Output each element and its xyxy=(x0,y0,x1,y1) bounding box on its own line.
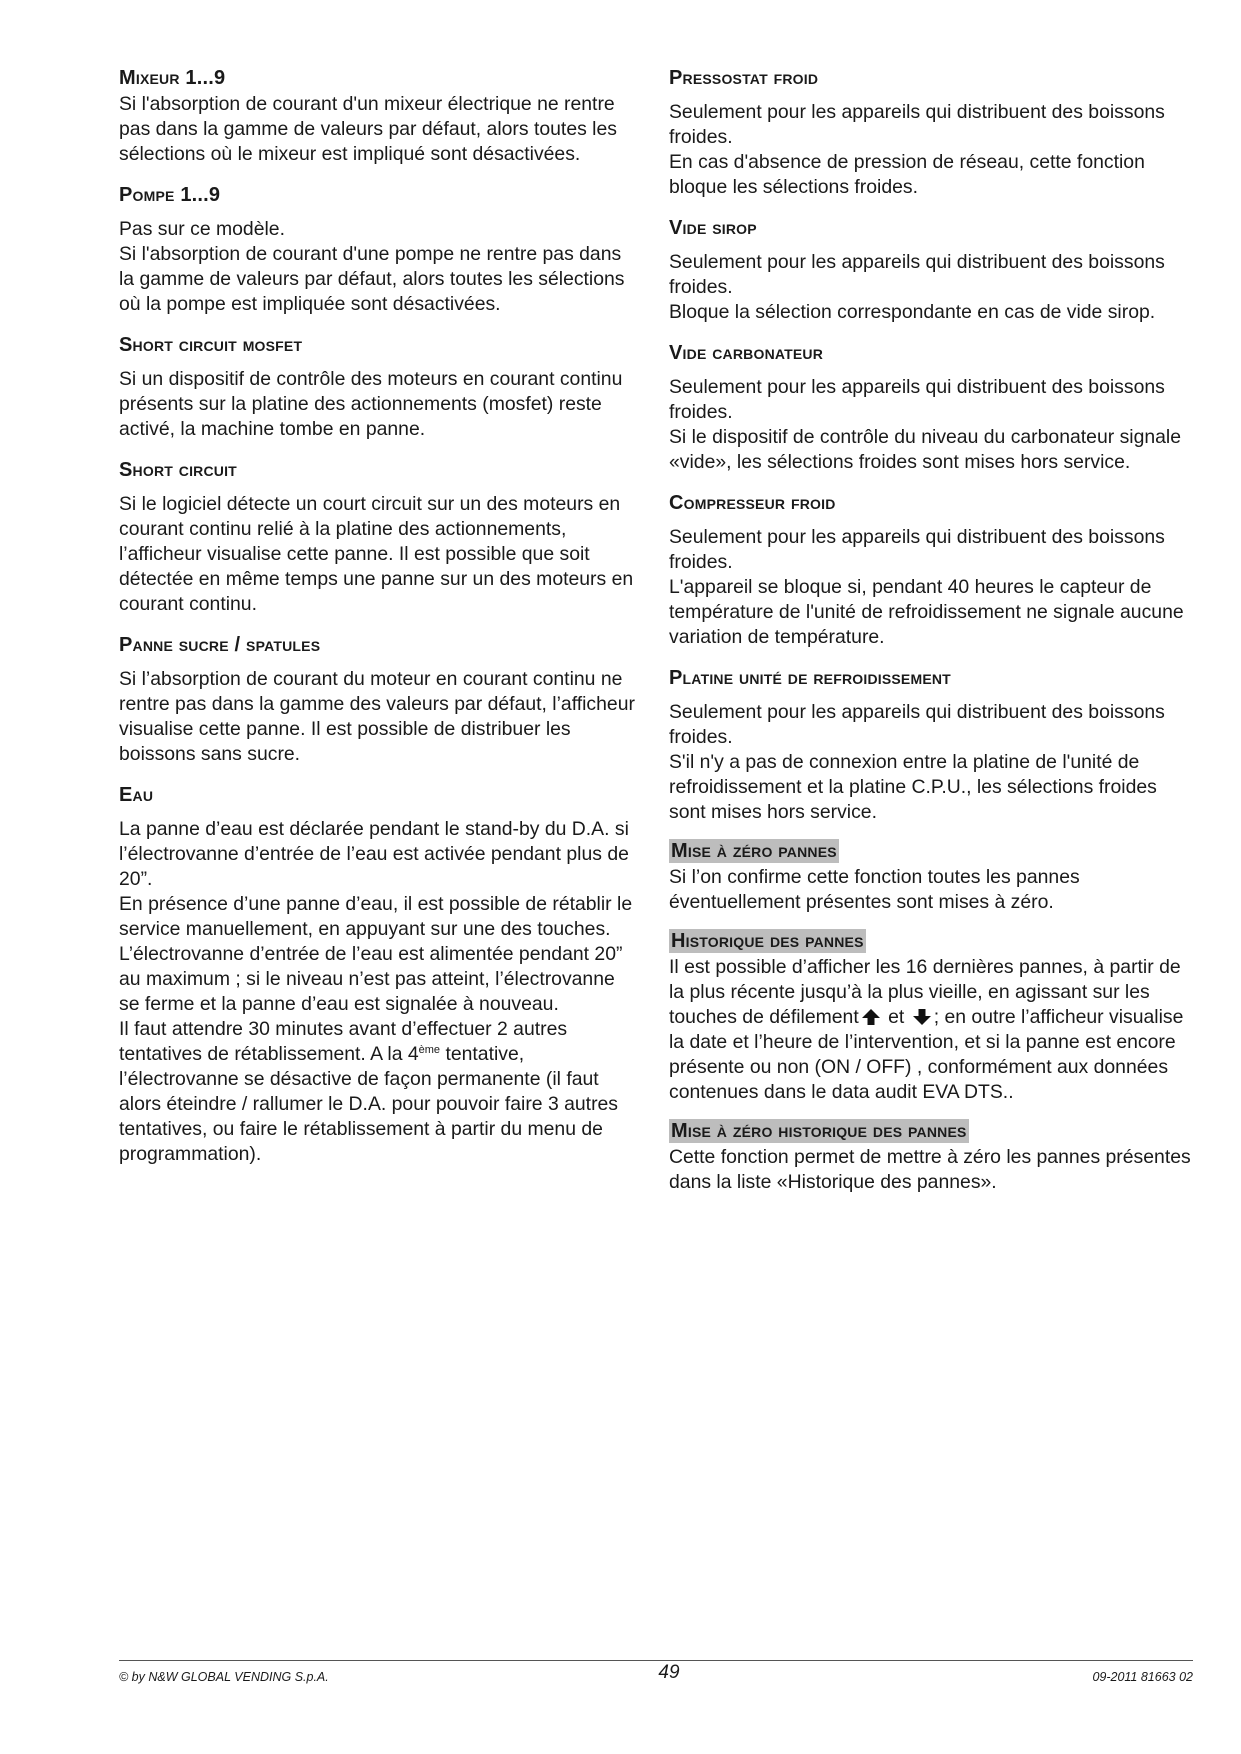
paragraph: Si l’on confirme cette fonction toutes les pannes éventuellement présentes sont mises à zéro. xyxy=(669,866,1080,913)
text-run: ; en outre l’afficheur visualise la date et l’heure de l’intervention, et si la panne est encore présente ou non (ON / OFF) , conformément aux données contenues dans le data audit EVA DTS.. xyxy=(669,1006,1184,1103)
paragraph: En cas d'absence de pression de réseau, cette fonction bloque les sélections froides. xyxy=(669,151,1145,198)
section-title: Platine unité de refroidissement xyxy=(669,667,951,689)
section-body xyxy=(669,375,1194,475)
section-body xyxy=(669,865,1194,915)
section-pressostat-froid xyxy=(669,64,1194,200)
page-number: 49 xyxy=(658,1662,680,1683)
section-body xyxy=(669,1145,1194,1195)
section-title: Mise à zéro historique des pannes xyxy=(671,1120,967,1142)
paragraph: Seulement pour les appareils qui distribuent des boissons froides. xyxy=(669,526,1165,573)
paragraph: Pas sur ce modèle. xyxy=(119,218,285,240)
section-pompe xyxy=(119,181,639,317)
paragraph: Cette fonction permet de mettre à zéro les pannes présentes dans la liste «Historique des pannes». xyxy=(669,1146,1191,1193)
section-title: Vide sirop xyxy=(669,217,757,239)
section-body xyxy=(669,100,1194,200)
paragraph: Seulement pour les appareils qui distribuent des boissons froides. xyxy=(669,251,1165,298)
section-vide-carbonateur xyxy=(669,339,1194,475)
text-run: et xyxy=(882,1006,910,1028)
section-body xyxy=(669,250,1194,325)
section-vide-sirop xyxy=(669,214,1194,325)
paragraph: Seulement pour les appareils qui distribuent des boissons froides. xyxy=(669,701,1165,748)
section-title: Historique des pannes xyxy=(671,930,864,952)
paragraph: Si l'absorption de courant d'un mixeur électrique ne rentre pas dans la gamme de valeurs par défaut, alors toutes les sélections où le mixeur est impliqué sont désactivées. xyxy=(119,93,617,165)
section-body xyxy=(119,667,639,767)
section-eau xyxy=(119,781,639,1167)
footer-copyright: © by N&W GLOBAL VENDING S.p.A. xyxy=(119,1670,329,1684)
section-title: Compresseur froid xyxy=(669,492,836,514)
section-body xyxy=(669,525,1194,650)
paragraph: Si le dispositif de contrôle du niveau du carbonateur signale «vide», les sélections froides sont mises hors service. xyxy=(669,426,1182,473)
section-mise-a-zero-pannes xyxy=(669,839,1194,915)
section-body xyxy=(119,217,639,317)
text-run: Il est possible d’afficher les 16 dernières pannes, à partir de la plus récente jusqu’à la plus vieille, en agissant sur les touches de défilement xyxy=(669,956,1181,1028)
text-run: Il faut attendre 30 minutes avant d’effectuer 2 autres tentatives de rétablissement. A la 4 xyxy=(119,1018,568,1065)
section-title: Short circuit mosfet xyxy=(119,334,303,356)
paragraph: Si l’absorption de courant du moteur en courant continu ne rentre pas dans la gamme des valeurs par défaut, l’afficheur visualise cette panne. Il est possible de distribuer les boissons sans sucre. xyxy=(119,668,635,765)
section-title: Short circuit xyxy=(119,459,237,481)
footer-doc-ref: 09-2011 81663 02 xyxy=(1092,1670,1193,1684)
paragraph: Seulement pour les appareils qui distribuent des boissons froides. xyxy=(669,101,1165,148)
section-body xyxy=(119,367,639,442)
section-title: Pompe 1...9 xyxy=(119,184,221,206)
paragraph: Si l'absorption de courant d'une pompe ne rentre pas dans la gamme de valeurs par défaut, alors toutes les sélections où la pompe est impliquée sont désactivées. xyxy=(119,243,625,315)
paragraph: Seulement pour les appareils qui distribuent des boissons froides. xyxy=(669,376,1165,423)
section-mixeur xyxy=(119,64,639,167)
paragraph xyxy=(669,955,1194,1105)
section-historique-pannes xyxy=(669,929,1194,1105)
paragraph: S'il n'y a pas de connexion entre la platine de l'unité de refroidissement et la platine C.P.U., les sélections froides sont mises hors service. xyxy=(669,751,1157,823)
right-column xyxy=(669,64,1194,1209)
section-title: Eau xyxy=(119,784,154,806)
paragraph xyxy=(119,1017,639,1167)
paragraph: Si le logiciel détecte un court circuit sur un des moteurs en courant continu relié à la platine des actionnements, l’afficheur visualise cette panne. Il est possible que soit détectée en même temps une panne sur un des moteurs en courant continu. xyxy=(119,493,634,615)
paragraph: En présence d’une panne d’eau, il est possible de rétablir le service manuellement, en appuyant sur une des touches. L’électrovanne d’entrée de l’eau est alimentée pendant 20” au maximum ; si le niveau n’est pas atteint, l’électrovanne se ferme et la panne d’eau est signalée à nouveau. xyxy=(119,893,633,1015)
section-mise-a-zero-historique xyxy=(669,1119,1194,1195)
section-body xyxy=(119,817,639,1167)
section-title: Panne sucre / spatules xyxy=(119,634,321,656)
left-column xyxy=(119,64,639,1181)
section-title: Mixeur 1...9 xyxy=(119,67,226,89)
footer-divider xyxy=(119,1660,1193,1661)
paragraph: La panne d’eau est déclarée pendant le stand-by du D.A. si l’électrovanne d’entrée de l’eau est activée pendant plus de 20”. xyxy=(119,818,629,890)
paragraph: L'appareil se bloque si, pendant 40 heures le capteur de température de l'unité de refroidissement ne signale aucune variation de température. xyxy=(669,576,1184,648)
section-body xyxy=(669,955,1194,1105)
section-short-circuit xyxy=(119,456,639,617)
arrow-up-icon xyxy=(861,1008,881,1026)
section-body xyxy=(669,700,1194,825)
section-compresseur-froid xyxy=(669,489,1194,650)
paragraph: Bloque la sélection correspondante en cas de vide sirop. xyxy=(669,301,1156,323)
section-body xyxy=(119,92,639,167)
text-run: tentative, l’électrovanne se désactive de façon permanente (il faut alors éteindre / rallumer le D.A. pour pouvoir faire 3 autres tentatives, ou faire le rétablissement à partir du menu de programmation). xyxy=(119,1043,619,1165)
ordinal-suffix: ème xyxy=(418,1044,441,1056)
arrow-down-icon xyxy=(912,1008,932,1026)
section-body xyxy=(119,492,639,617)
section-panne-sucre xyxy=(119,631,639,767)
section-platine-refroidissement xyxy=(669,664,1194,825)
section-short-circuit-mosfet xyxy=(119,331,639,442)
section-title: Mise à zéro pannes xyxy=(671,840,837,862)
section-title: Pressostat froid xyxy=(669,67,819,89)
paragraph: Si un dispositif de contrôle des moteurs en courant continu présents sur la platine des actionnements (mosfet) reste activé, la machine tombe en panne. xyxy=(119,368,623,440)
section-title: Vide carbonateur xyxy=(669,342,824,364)
